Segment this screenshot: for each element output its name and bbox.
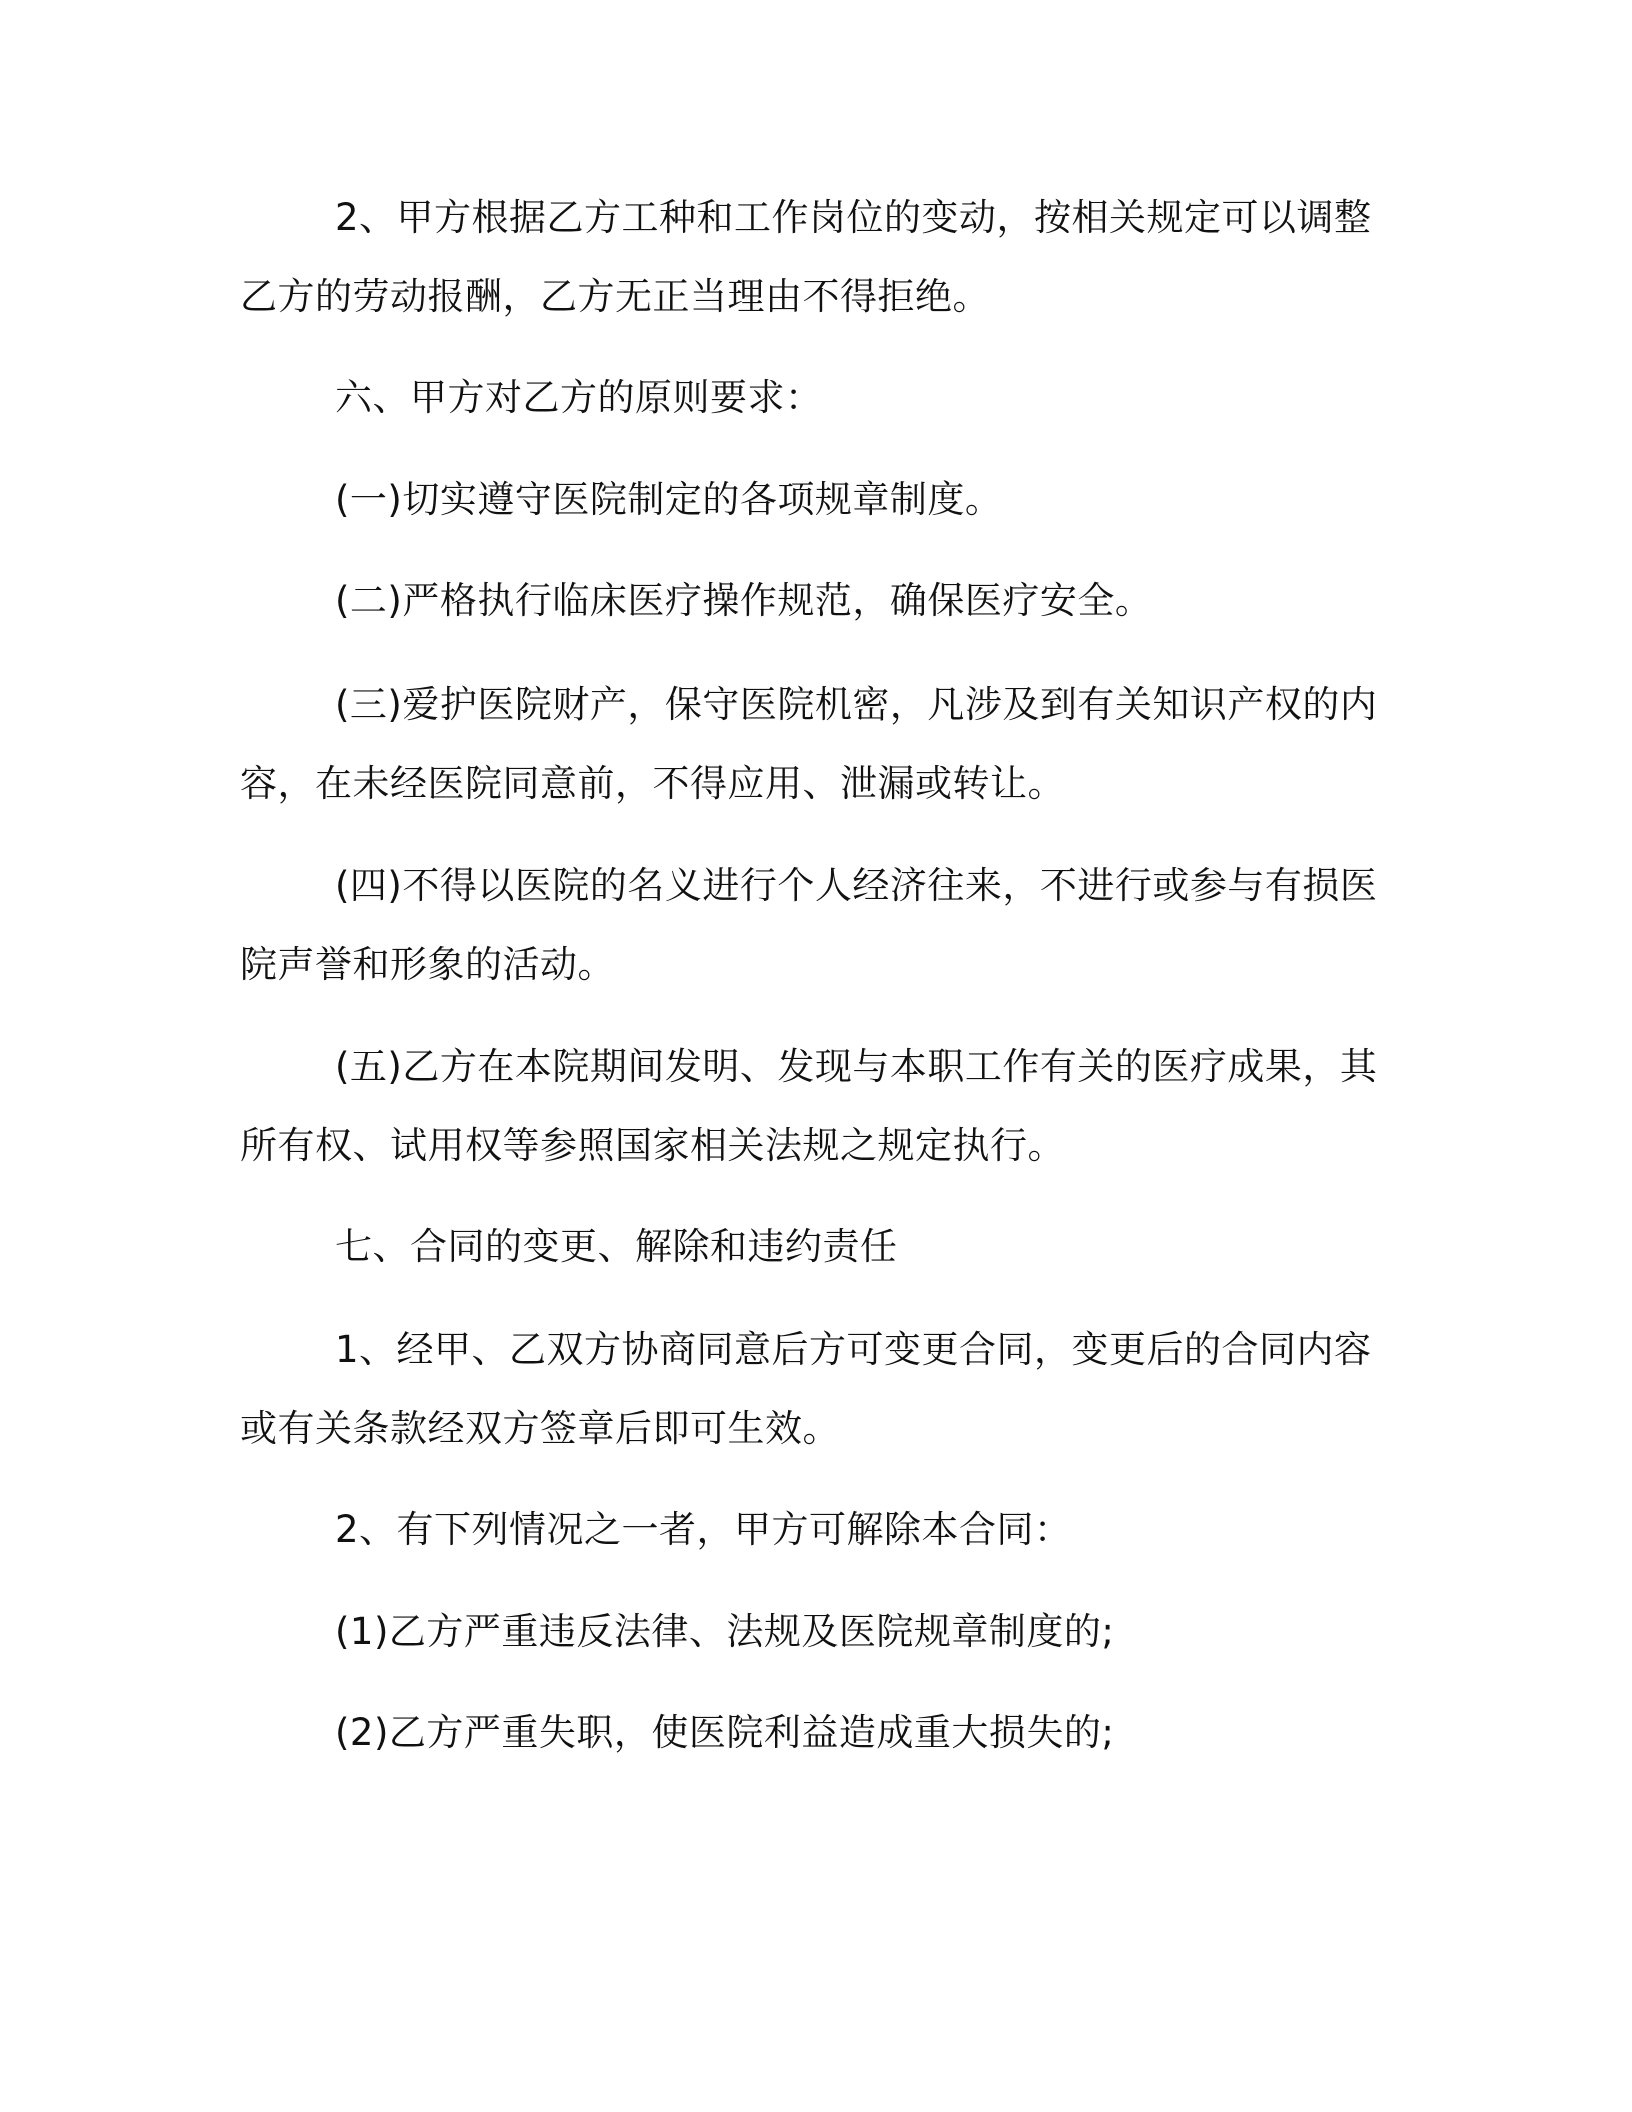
paragraph-line: 乙方的劳动报酬，乙方无正当理由不得拒绝。 xyxy=(240,275,990,318)
paragraph-line: (2)乙方严重失职，使医院利益造成重大损失的; xyxy=(335,1711,1115,1754)
paragraph-line: (三)爱护医院财产，保守医院机密，凡涉及到有关知识产权的内 xyxy=(335,683,1378,726)
paragraph-line: (四)不得以医院的名义进行个人经济往来，不进行或参与有损医 xyxy=(335,864,1378,907)
paragraph-line: 所有权、试用权等参照国家相关法规之规定执行。 xyxy=(240,1124,1065,1167)
paragraph-line: (一)切实遵守医院制定的各项规章制度。 xyxy=(335,478,1003,521)
paragraph-line: 1、经甲、乙双方协商同意后方可变更合同，变更后的合同内容 xyxy=(335,1328,1372,1371)
section-heading: 六、甲方对乙方的原则要求： xyxy=(335,376,823,419)
paragraph-line: (1)乙方严重违反法律、法规及医院规章制度的; xyxy=(335,1610,1115,1653)
paragraph-line: 容，在未经医院同意前，不得应用、泄漏或转让。 xyxy=(240,762,1065,805)
paragraph-line: (五)乙方在本院期间发明、发现与本职工作有关的医疗成果，其 xyxy=(335,1045,1378,1088)
paragraph-line: 或有关条款经双方签章后即可生效。 xyxy=(240,1407,840,1450)
paragraph-line: 2、甲方根据乙方工种和工作岗位的变动，按相关规定可以调整 xyxy=(335,196,1372,239)
paragraph-line: (二)严格执行临床医疗操作规范，确保医疗安全。 xyxy=(335,579,1153,622)
paragraph-line: 2、有下列情况之一者，甲方可解除本合同： xyxy=(335,1508,1072,1551)
section-heading: 七、合同的变更、解除和违约责任 xyxy=(335,1225,898,1268)
paragraph-line: 院声誉和形象的活动。 xyxy=(240,943,615,986)
